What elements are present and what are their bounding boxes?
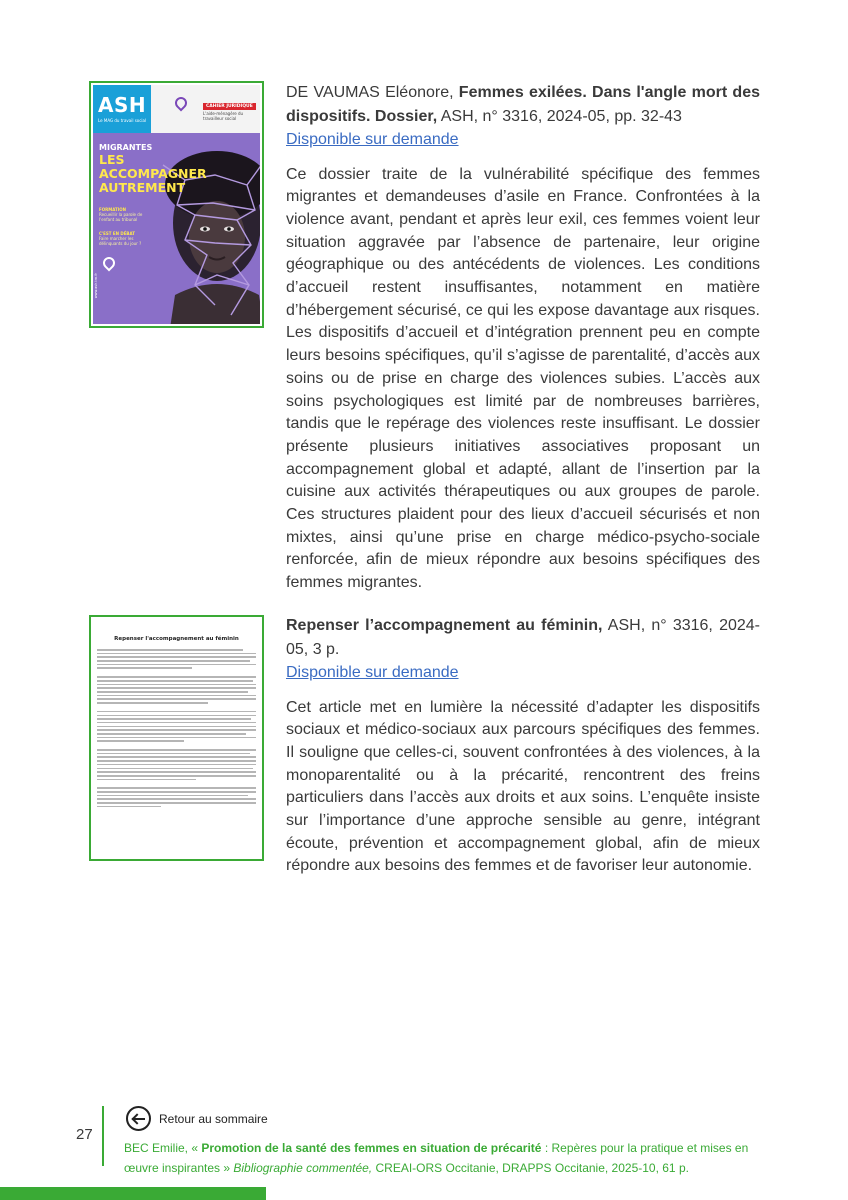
bibliography-entry-2: [286, 614, 760, 878]
cover-blurb-text: Faire marcher les délinquants du jour ?: [99, 236, 142, 246]
cover-headline: [99, 143, 219, 195]
entry-abstract: Ce dossier traite de la vulnérabilité spécifique des femmes migrantes et demandeuses d’asile en France. Confrontées à la violence avant, pendant et après leur exil, ces femmes voient leur situation aggravée par l’absence de partenaire, leur origine géographique ou des antécédents de violences. Les conditions d’accueil restent insuffisantes, notamment en matière d’hébergement sécurisé, ce qui les expose davantage aux risques. Les dispositifs d’accueil et d’intégration prennent peu en compte leurs besoins spécifiques, qu’il s’agisse de parentalité, d’accès aux soins ou de prise en charge des violences subies. L’accès aux soins psychologiques est limité par de nombreuses barrières, tandis que le repérage des violences reste insuffisant. Le dossier présente plusieurs initiatives associatives proposant un accompagnement global et adapté, allant de l’insertion par la cuisine aux activités thérapeutiques ou aux groupes de parole. Ces structures plaident pour des lieux d’accueil sécurisés et non mixtes, ainsi qu’une prise en charge médico-psycho-sociale renforcée, afin de mieux répondre aux besoins spécifiques des femmes migrantes.: [286, 165, 760, 592]
cover-tag-subtitle: L'aide-ménagère du travailleur social: [203, 111, 244, 121]
citation-title: Promotion de la santé des femmes en situation de précarité: [201, 1141, 542, 1155]
ash-logo-text: ASH: [98, 93, 147, 117]
footer-divider: [102, 1106, 104, 1166]
magazine-cover-thumbnail: [89, 81, 264, 328]
entry-source: ASH, n° 3316, 2024-05, 3 p.: [286, 617, 761, 658]
cover-kicker: MIGRANTES: [99, 143, 153, 152]
back-to-contents-label: Retour au sommaire: [159, 1111, 268, 1126]
ash-logo-subtitle: Le MAG du travail social: [98, 118, 147, 123]
article-preview-thumbnail: [89, 615, 264, 861]
article-preview-title: Repenser l'accompagnement au féminin: [114, 636, 239, 642]
bibliography-entry-1: [286, 81, 760, 595]
cover-blurb-title: FORMATION: [99, 207, 126, 212]
citation-subtitle: : Repères pour la pratique et mises en œuvre inspirantes »: [124, 1141, 749, 1175]
back-to-contents-link[interactable]: [126, 1106, 268, 1131]
arrow-left-circle-icon: [126, 1106, 151, 1131]
cover-blurb-text: Recueillir la parole de l'enfant au tribunal: [99, 212, 143, 222]
entry-reference: [286, 614, 760, 661]
location-pin-icon: [101, 255, 118, 272]
citation-author: BEC Emilie, «: [124, 1141, 199, 1155]
article-preview-text-lines: [97, 649, 256, 807]
entry-abstract: Cet article met en lumière la nécessité d’adapter les dispositifs sociaux et médico-sociaux aux parcours spécifiques des femmes. Il souligne que celles-ci, souvent confrontées à des violences, à la monoparentalité ou à la précarité, rencontrent des freins particuliers dans l’accès aux droits et aux soins. L’enquête insiste sur l’importance d’une approche sensible au genre, intégrant écoute, prévention et accompagnement global, afin de mieux répondre aux besoins des femmes et de favoriser leur autonomie.: [286, 698, 760, 875]
entry-title: Femmes exilées. Dans l'angle mort des dispositifs. Dossier,: [286, 84, 760, 125]
available-on-request-link[interactable]: Disponible sur demande: [286, 131, 459, 148]
available-on-request-link[interactable]: Disponible sur demande: [286, 664, 459, 681]
entry-reference: [286, 81, 760, 128]
footer-citation: [124, 1138, 784, 1178]
cover-blurb-title: C'EST EN DÉBAT: [99, 231, 135, 236]
cover-title: LES ACCOMPAGNER AUTREMENT: [99, 152, 207, 195]
citation-type: Bibliographie commentée,: [233, 1161, 373, 1175]
entry-author: DE VAUMAS Eléonore,: [286, 84, 454, 101]
cover-blurb-debat: [99, 231, 154, 246]
cover-side-url: www.ash.tm.fr: [94, 273, 98, 299]
citation-publisher: CREAI-ORS Occitanie, DRAPPS Occitanie, 2025-10, 61 p.: [375, 1161, 689, 1175]
magazine-cover: [93, 85, 260, 324]
page-number: 27: [76, 1126, 93, 1143]
entry-title: Repenser l’accompagnement au féminin,: [286, 617, 603, 634]
cover-tag: CAHIER JURIDIQUE: [203, 103, 256, 110]
ash-logo: [93, 85, 151, 133]
cover-blurb-formation: [99, 207, 154, 222]
footer-accent-strip: [0, 1187, 266, 1200]
entry-source: ASH, n° 3316, 2024-05, pp. 32-43: [440, 107, 682, 125]
